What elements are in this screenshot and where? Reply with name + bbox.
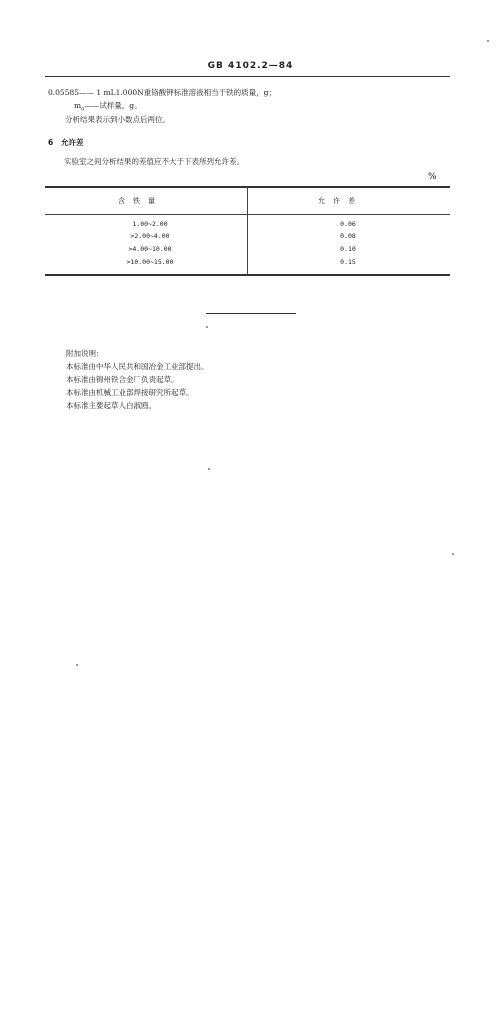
table-header-iron-content: 含铁量	[118, 197, 163, 205]
formula-note-line-1	[48, 88, 276, 98]
table-cell-tolerance: 0.06	[340, 220, 356, 228]
appendix-title: 附加说明：	[66, 349, 104, 358]
section-heading	[48, 138, 84, 148]
formula-coefficient-desc: 1 mL1.000N重铬酸钾标准溶液相当于铁的质量，g；	[96, 88, 276, 97]
table-header-tolerance: 允许差	[318, 197, 363, 205]
formula-symbol: m	[74, 101, 82, 110]
table-row	[0, 256, 300, 268]
table-cell-iron-content: >2.00~4.00	[130, 232, 170, 240]
table-cell-iron-content: >4.00~10.00	[128, 245, 172, 253]
formula-symbol-subscript: 0	[81, 106, 85, 113]
table-cell-tolerance: 0.10	[340, 245, 356, 253]
scan-speck	[76, 664, 78, 666]
formula-symbol-desc: ——试样量，g。	[84, 101, 142, 110]
table-cell-tolerance: 0.15	[340, 258, 356, 266]
scan-speck	[208, 468, 210, 470]
table-cell-iron-content: 1.00~2.00	[132, 220, 168, 228]
scan-speck	[487, 40, 489, 42]
formula-note-line-3: 分析结果表示到小数点后两位。	[65, 115, 170, 124]
table-cell-tolerance: 0.08	[340, 232, 356, 240]
end-of-text-rule	[206, 313, 296, 314]
table-cell-iron-content: >10.00~15.00	[126, 258, 174, 266]
formula-note-line-2	[74, 101, 142, 115]
document-header: GB 4102.2—84	[207, 61, 294, 71]
table-bottom-rule	[45, 274, 450, 276]
section-title: 允许差	[61, 138, 84, 147]
unit-label: %	[428, 172, 437, 182]
header-rule	[45, 76, 450, 77]
scan-speck	[206, 326, 208, 328]
appendix-line: 本标准由机械工业部焊接研究所起草。	[66, 388, 194, 397]
table-row	[0, 243, 300, 255]
appendix-line: 本标准由中华人民共和国冶金工业部提出。	[66, 362, 209, 371]
appendix-line: 本标准主要起草人白淑鸥。	[66, 401, 156, 410]
section-intro: 实验室之间分析结果的差值应不大于下表所列允许差。	[64, 157, 244, 166]
scan-speck	[452, 553, 454, 555]
table-row	[0, 230, 300, 242]
section-number: 6	[48, 138, 54, 147]
table-row	[0, 218, 300, 230]
appendix-line: 本标准由锦州铁合金厂负责起草。	[66, 375, 179, 384]
formula-coefficient: 0.05585——	[48, 88, 95, 97]
